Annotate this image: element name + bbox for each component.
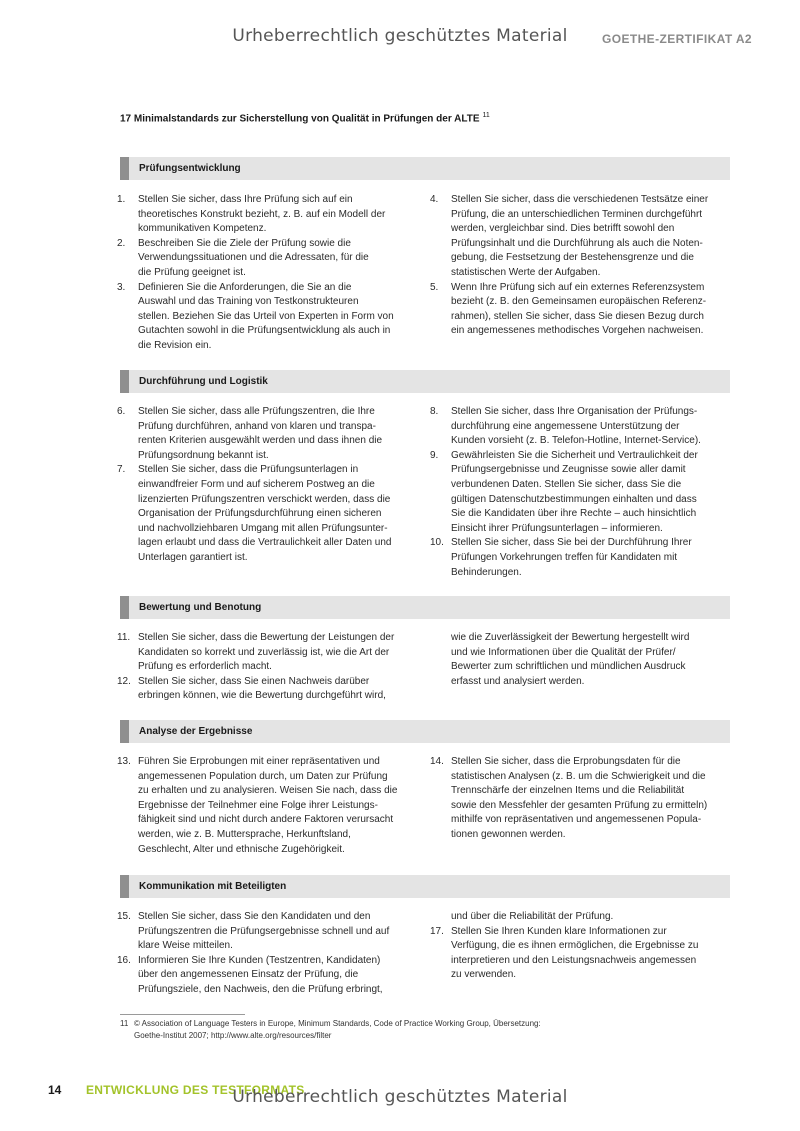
section-3-right-column	[430, 631, 730, 689]
item-text: Stellen Sie Ihren Kunden klare Informationen zur Verfügung, die es ihnen ermöglichen, die Ergebnisse zu interpretieren und den Leistungsnachweis angemessen zu verwenden.	[451, 925, 699, 981]
list-item	[117, 405, 417, 463]
item-text: Stellen Sie sicher, dass Sie den Kandidaten und den Prüfungszentren die Prüfungsergebnisse schnell und auf klare Weise mitteilen.	[138, 911, 390, 952]
item-number: 10.	[430, 537, 444, 549]
item-number: 2.	[117, 237, 126, 249]
list-item	[430, 281, 730, 339]
item-text: Stellen Sie sicher, dass alle Prüfungszentren, die Ihre Prüfung durchführen, anhand von klaren und transpa- renten Kriterien ausgewählt werden und dass ihnen die Prüfungsordnung bekannt ist.	[138, 406, 383, 461]
section-accent	[120, 720, 129, 743]
list-item	[117, 675, 417, 704]
section-heading-label: Kommunikation mit Beteiligten	[139, 881, 287, 892]
item-number: 8.	[430, 406, 439, 417]
section-heading-label: Bewertung und Benotung	[139, 602, 262, 613]
section-accent	[120, 157, 129, 180]
section-1-right-column	[430, 193, 730, 339]
item-text: Gewährleisten Sie die Sicherheit und Vertraulichkeit der Prüfungsergebnisse und Zeugnisse sowie aller damit verbundenen Daten. Stellen Sie sicher, dass Sie die gültigen Datenschutzbestimmungen einhalten und dass Sie die Kandidaten über ihre Rechte – auch hinsichtlich Einsicht ihrer Prüfungsunterlagen – informieren.	[451, 449, 698, 534]
item-continuation: und über die Reliabilität der Prüfung.	[451, 911, 614, 922]
footer-section-label: ENTWICKLUNG DES TESTFORMATS	[86, 1083, 305, 1097]
item-text: Informieren Sie Ihre Kunden (Testzentren, Kandidaten) über den angemessenen Einsatz der Prüfung, die Prüfungsziele, den Nachweis, den die Prüfung erbringt,	[138, 954, 383, 995]
item-number: 9.	[430, 449, 439, 461]
list-item	[117, 755, 417, 857]
header-certificate-label: GOETHE-ZERTIFIKAT A2	[602, 32, 752, 46]
item-number: 12.	[117, 675, 131, 687]
item-number: 15.	[117, 911, 131, 922]
footnote-number: 11	[120, 1019, 129, 1028]
list-item	[117, 910, 417, 954]
item-text: Stellen Sie sicher, dass Ihre Prüfung sich auf ein theoretisches Konstrukt bezieht, z. B. auf ein Modell der kommunikativen Kompetenz.	[138, 194, 386, 235]
section-1-left-column	[117, 193, 417, 354]
item-number: 3.	[117, 281, 126, 293]
item-text: Definieren Sie die Anforderungen, die Sie an die Auswahl und das Training von Testkonstrukteuren stellen. Beziehen Sie das Urteil von Experten in Form von Gutachten sowohl in die Prüfungsentwicklung als auch in die Revision ein.	[138, 281, 394, 351]
list-item	[117, 237, 417, 281]
section-heading-label: Durchführung und Logistik	[139, 376, 268, 387]
item-number: 4.	[430, 194, 439, 205]
item-number: 6.	[117, 406, 126, 417]
item-text: Stellen Sie sicher, dass Sie einen Nachweis darüber erbringen können, wie die Bewertung durchgeführt wird,	[138, 675, 386, 702]
list-item	[430, 755, 730, 843]
section-5-right-column	[430, 910, 730, 983]
section-heading-analyse	[120, 720, 730, 743]
title-footnote-ref: 11	[482, 112, 490, 119]
item-text: Beschreiben Sie die Ziele der Prüfung sowie die Verwendungssituationen und die Adressaten, für die die Prüfung geeignet ist.	[138, 237, 369, 278]
section-4-right-column	[430, 755, 730, 843]
item-number: 16.	[117, 954, 131, 966]
list-item	[117, 193, 417, 237]
section-2-right-column	[430, 405, 730, 580]
title-text: 17 Minimalstandards zur Sicherstellung von Qualität in Prüfungen der ALTE	[120, 113, 480, 125]
list-item	[117, 954, 417, 998]
item-text: Stellen Sie sicher, dass Sie bei der Durchführung Ihrer Prüfungen Vorkehrungen treffen für Kandidaten mit Behinderungen.	[451, 537, 692, 578]
watermark-top: Urheberrechtlich geschütztes Material	[232, 26, 568, 46]
section-2-left-column	[117, 405, 417, 566]
item-number: 1.	[117, 194, 126, 205]
section-heading-kommunikation	[120, 875, 730, 898]
section-4-left-column	[117, 755, 417, 857]
page-number: 14	[48, 1083, 62, 1097]
item-text: Stellen Sie sicher, dass die verschiedenen Testsätze einer Prüfung, die an unterschiedlichen Terminen durchgeführt werden, vergleichbar sind. Dies betrifft sowohl den Prüfungsinhalt und die Durchführung als auch die Noten- gebung, die Festsetzung der Bestehensgrenze und die statistischen Werte der Aufgaben.	[451, 194, 709, 278]
item-number: 7.	[117, 464, 126, 476]
page-title	[120, 112, 490, 124]
item-text: Stellen Sie sicher, dass Ihre Organisation der Prüfungs- durchführung eine angemessene Unterstützung der Kunden vorsieht (z. B. Telefon-Hotline, Internet-Service).	[451, 406, 701, 447]
item-text: Wenn Ihre Prüfung sich auf ein externes Referenzsystem bezieht (z. B. den Gemeinsamen europäischen Referenz- rahmen), stellen Sie sicher, dass Sie diesen Bezug durch ein angemessenes methodisches Vorgehen nachweisen.	[451, 281, 707, 337]
watermark-bottom: Urheberrechtlich geschütztes Material	[232, 1087, 568, 1107]
item-number: 5.	[430, 281, 439, 293]
list-item	[430, 405, 730, 449]
list-item	[430, 449, 730, 537]
list-item	[117, 631, 417, 675]
footnote-divider	[120, 1014, 245, 1015]
section-5-left-column	[117, 910, 417, 998]
item-number: 11.	[117, 632, 131, 643]
item-text: Führen Sie Erprobungen mit einer repräsentativen und angemessenen Population durch, um Daten zur Prüfung zu erhalten und zu analysieren. Weisen Sie nach, dass die Ergebnisse der Teilnehmer eine Folge ihrer Leistungs- fähigkeit sind und nicht durch andere Faktoren verursacht werden, wie z. B. Muttersprache, Herkunftsland, Geschlecht, Alter und ethnische Zugehörigkeit.	[138, 756, 398, 855]
section-3-left-column	[117, 631, 417, 704]
section-accent	[120, 596, 129, 619]
footnote-line-2: Goethe-Institut 2007; http://www.alte.org/resources/filter	[134, 1030, 332, 1040]
item-text: Stellen Sie sicher, dass die Erprobungsdaten für die statistischen Analysen (z. B. um die Schwierigkeit und die Trennschärfe der einzelnen Items und die Reliabilität sowie den Messfehler der gesamten Prüfung zu ermitteln) mithilfe von repräsentativen und angemessenen Popula- tionen gewonnen werden.	[451, 756, 708, 840]
item-text: Stellen Sie sicher, dass die Bewertung der Leistungen der Kandidaten so korrekt und zuverlässig ist, wie die Art der Prüfung es erforderlich macht.	[138, 632, 395, 673]
section-accent	[120, 875, 129, 898]
list-item	[117, 281, 417, 354]
list-item	[117, 463, 417, 565]
section-accent	[120, 370, 129, 393]
list-item	[430, 925, 730, 983]
item-number: 14.	[430, 756, 444, 767]
list-item	[430, 193, 730, 281]
item-number: 17.	[430, 925, 444, 937]
section-heading-durchfuehrung	[120, 370, 730, 393]
section-heading-bewertung	[120, 596, 730, 619]
section-heading-label: Analyse der Ergebnisse	[139, 726, 253, 737]
section-heading-label: Prüfungsentwicklung	[139, 163, 241, 174]
item-number: 13.	[117, 756, 131, 767]
item-text: Stellen Sie sicher, dass die Prüfungsunterlagen in einwandfreier Form und auf sicherem Postweg an die lizenzierten Prüfungszentren verschickt werden, dass die Organisation der Prüfungsdurchführung einen sicheren und nachvollziehbaren Umgang mit allen Prüfungsunter- lagen erlaubt und dass die Vertraulichkeit aller Daten und Unterlagen garantiert ist.	[138, 464, 392, 563]
footnote-line-1: © Association of Language Testers in Europe, Minimum Standards, Code of Practice Working Group, Übersetzung:	[134, 1019, 541, 1028]
item-continuation: wie die Zuverlässigkeit der Bewertung hergestellt wird und wie Informationen über die Qualität der Prüfer/ Bewerter zum schriftlichen und mündlichen Ausdruck erfasst und analysiert werden.	[451, 632, 690, 687]
footnote	[120, 1018, 720, 1041]
list-item	[430, 536, 730, 580]
section-heading-pruefungsentwicklung	[120, 157, 730, 180]
